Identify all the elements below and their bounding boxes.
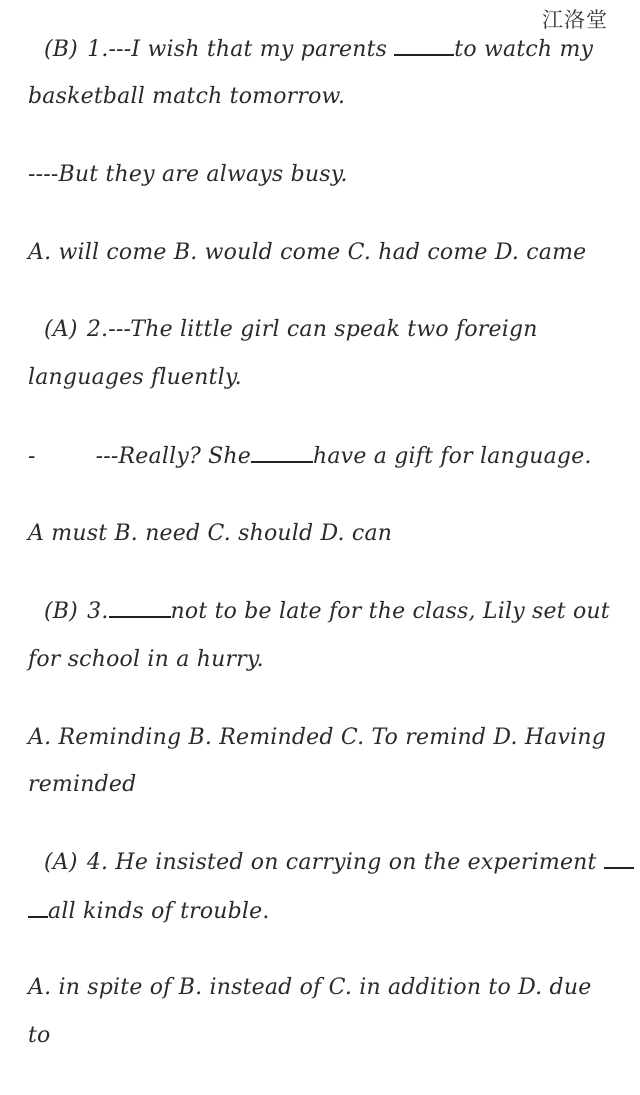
stem-text: all kinds of trouble.	[48, 899, 270, 924]
answer-mark: (B)	[44, 37, 78, 62]
question-2-stem-line2: languages fluently.	[28, 365, 242, 390]
question-1-options: A. will come B. would come C. had come D. came	[28, 240, 587, 265]
stem-text: 1.---I wish that my parents	[79, 37, 395, 62]
stem-text: 4. He insisted on carrying on the experiment	[79, 850, 604, 875]
reply-text: ---Really? She	[95, 444, 251, 469]
question-4-stem	[44, 847, 634, 878]
question-2-stem	[44, 315, 538, 345]
question-2-reply	[28, 441, 592, 472]
answer-blank	[251, 441, 313, 463]
question-1-reply: ----But they are always busy.	[28, 162, 348, 187]
reply-dash: -	[28, 444, 36, 469]
question-3-options: A. Reminding B. Reminded C. To remind D. Having	[28, 725, 607, 750]
stem-text: 3.	[79, 599, 109, 624]
question-4-options: A. in spite of B. instead of C. in addition to D. due	[28, 975, 592, 1000]
question-4-stem-line2	[28, 896, 270, 927]
answer-mark: (A)	[44, 317, 78, 342]
stem-text: not to be late for the class, Lily set out	[170, 599, 610, 624]
signature: 江洛堂	[542, 8, 608, 32]
question-3-options-line2: reminded	[28, 772, 137, 797]
answer-blank	[394, 34, 454, 56]
stem-text: to watch my	[454, 37, 594, 62]
reply-text: have a gift for language.	[313, 444, 592, 469]
answer-blank	[604, 847, 634, 869]
question-3-stem-line2: for school in a hurry.	[28, 647, 264, 672]
stem-text: 2.---The little girl can speak two foreign	[79, 317, 538, 342]
question-1-stem-line2: basketball match tomorrow.	[28, 84, 346, 109]
answer-mark: (A)	[44, 850, 78, 875]
answer-blank	[109, 596, 171, 618]
question-3-stem	[44, 596, 610, 627]
question-4-options-line2: to	[28, 1023, 51, 1048]
question-1-stem	[44, 34, 593, 65]
question-2-options: A must B. need C. should D. can	[28, 521, 393, 546]
answer-blank	[28, 896, 48, 918]
answer-mark: (B)	[44, 599, 78, 624]
